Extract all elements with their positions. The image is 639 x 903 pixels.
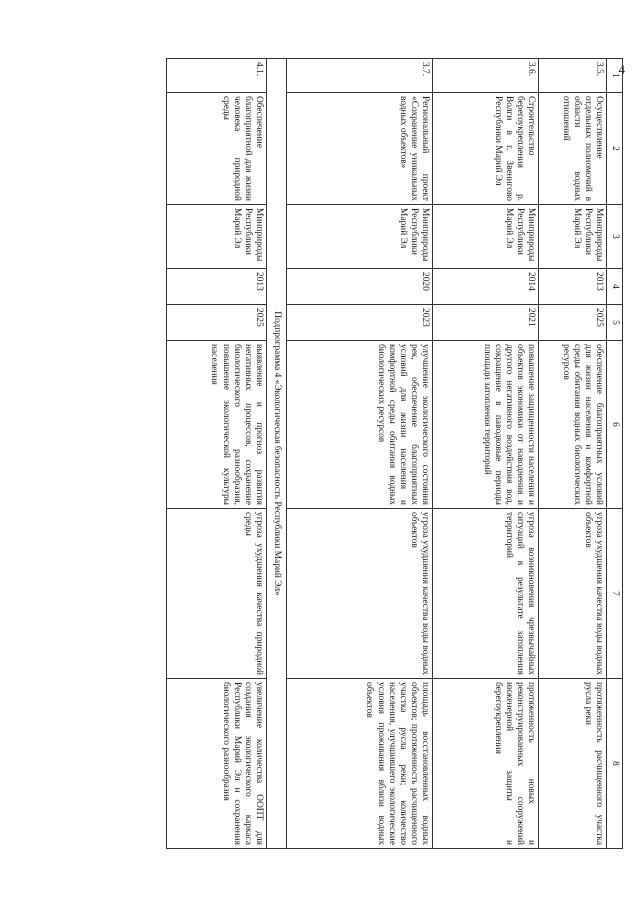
measure-name: Осуществление отдельных полномочий в области водных отношений	[538, 93, 606, 205]
end-year: 2021	[432, 305, 538, 341]
end-year: 2025	[166, 305, 266, 341]
start-year: 2013	[538, 269, 606, 305]
row-number: 3.5.	[538, 59, 606, 93]
consequence: угроза ухудшения качества воды водных объектов	[286, 509, 432, 679]
expected-result: обеспечение благоприятных условий для жизни населения и комфортной среды обитания водных биологических ресурсов	[538, 341, 606, 509]
table-row	[432, 59, 538, 849]
executor: Минприроды Республики Марий Эл	[166, 205, 266, 269]
page-number: 4	[618, 62, 625, 77]
indicator: протяженность новых и реконструированных сооружений инженерной защиты и берегоукрепления	[432, 679, 538, 849]
col-header: 7	[606, 509, 622, 679]
end-year: 2023	[286, 305, 432, 341]
col-header: 3	[606, 205, 622, 269]
indicator: площадь восстановленных водных объектов; протяженность расчищенного участка русла реки; количество населения, улучшившего экологические условия проживания вблизи водных объектов	[286, 679, 432, 849]
start-year: 2013	[166, 269, 266, 305]
expected-result: улучшение экологического состояния рек, обеспечение благоприятных условий для жизни населения и комфортной среды обитания водных биологических ресурсов	[286, 341, 432, 509]
expected-result: повышение защищенности населения и объектов экономики от наводнения и другого негативного воздействия вод, сокращение в паводковые периоды площади затопления территорий	[432, 341, 538, 509]
col-header: 1	[606, 59, 622, 93]
col-header: 6	[606, 341, 622, 509]
row-number: 4.1.	[166, 59, 266, 93]
rotated-table-wrapper	[83, 58, 623, 848]
executor: Минприроды Республики Марий Эл	[432, 205, 538, 269]
table-row	[286, 59, 432, 849]
subprogram-title: Подпрограмма 4 «Экологическая безопасность Республики Марий Эл»	[266, 59, 286, 849]
executor: Минприроды Республики Марий Эл	[286, 205, 432, 269]
table-row	[538, 59, 606, 849]
start-year: 2014	[432, 269, 538, 305]
measure-name: Строительство берегоукрепления р. Волги в г. Звенигово Республики Марий Эл	[432, 93, 538, 205]
col-header: 8	[606, 679, 622, 849]
column-number-row	[606, 59, 622, 849]
col-header: 2	[606, 93, 622, 205]
end-year: 2025	[538, 305, 606, 341]
indicator: увеличение количества ООПТ для создания экологического каркаса Республики Марий Эл и сохранения биологического разнообразия	[166, 679, 266, 849]
subprogram-row	[266, 59, 286, 849]
row-number: 3.6.	[432, 59, 538, 93]
row-number: 3.7.	[286, 59, 432, 93]
program-table	[166, 58, 623, 849]
consequence: угроза возникновения чрезвычайных ситуаций в результате затопления территорий	[432, 509, 538, 679]
consequence: угроза ухудшения качества воды водных объектов	[538, 509, 606, 679]
col-header: 4	[606, 269, 622, 305]
col-header: 5	[606, 305, 622, 341]
measure-name: Обеспечение благоприятной для жизни человека природной среды	[166, 93, 266, 205]
executor: Минприроды Республики Марий Эл	[538, 205, 606, 269]
expected-result: выявление и прогноз развития негативных процессов, сохранение биологического разнообразия, повышение экологической культуры населения	[166, 341, 266, 509]
consequence: угроза ухудшения качества природной среды	[166, 509, 266, 679]
measure-name: Региональный проект «Сохранение уникальных водных объектов»	[286, 93, 432, 205]
start-year: 2020	[286, 269, 432, 305]
indicator: протяженность расчищенного участка русла реки	[538, 679, 606, 849]
table-row	[166, 59, 266, 849]
